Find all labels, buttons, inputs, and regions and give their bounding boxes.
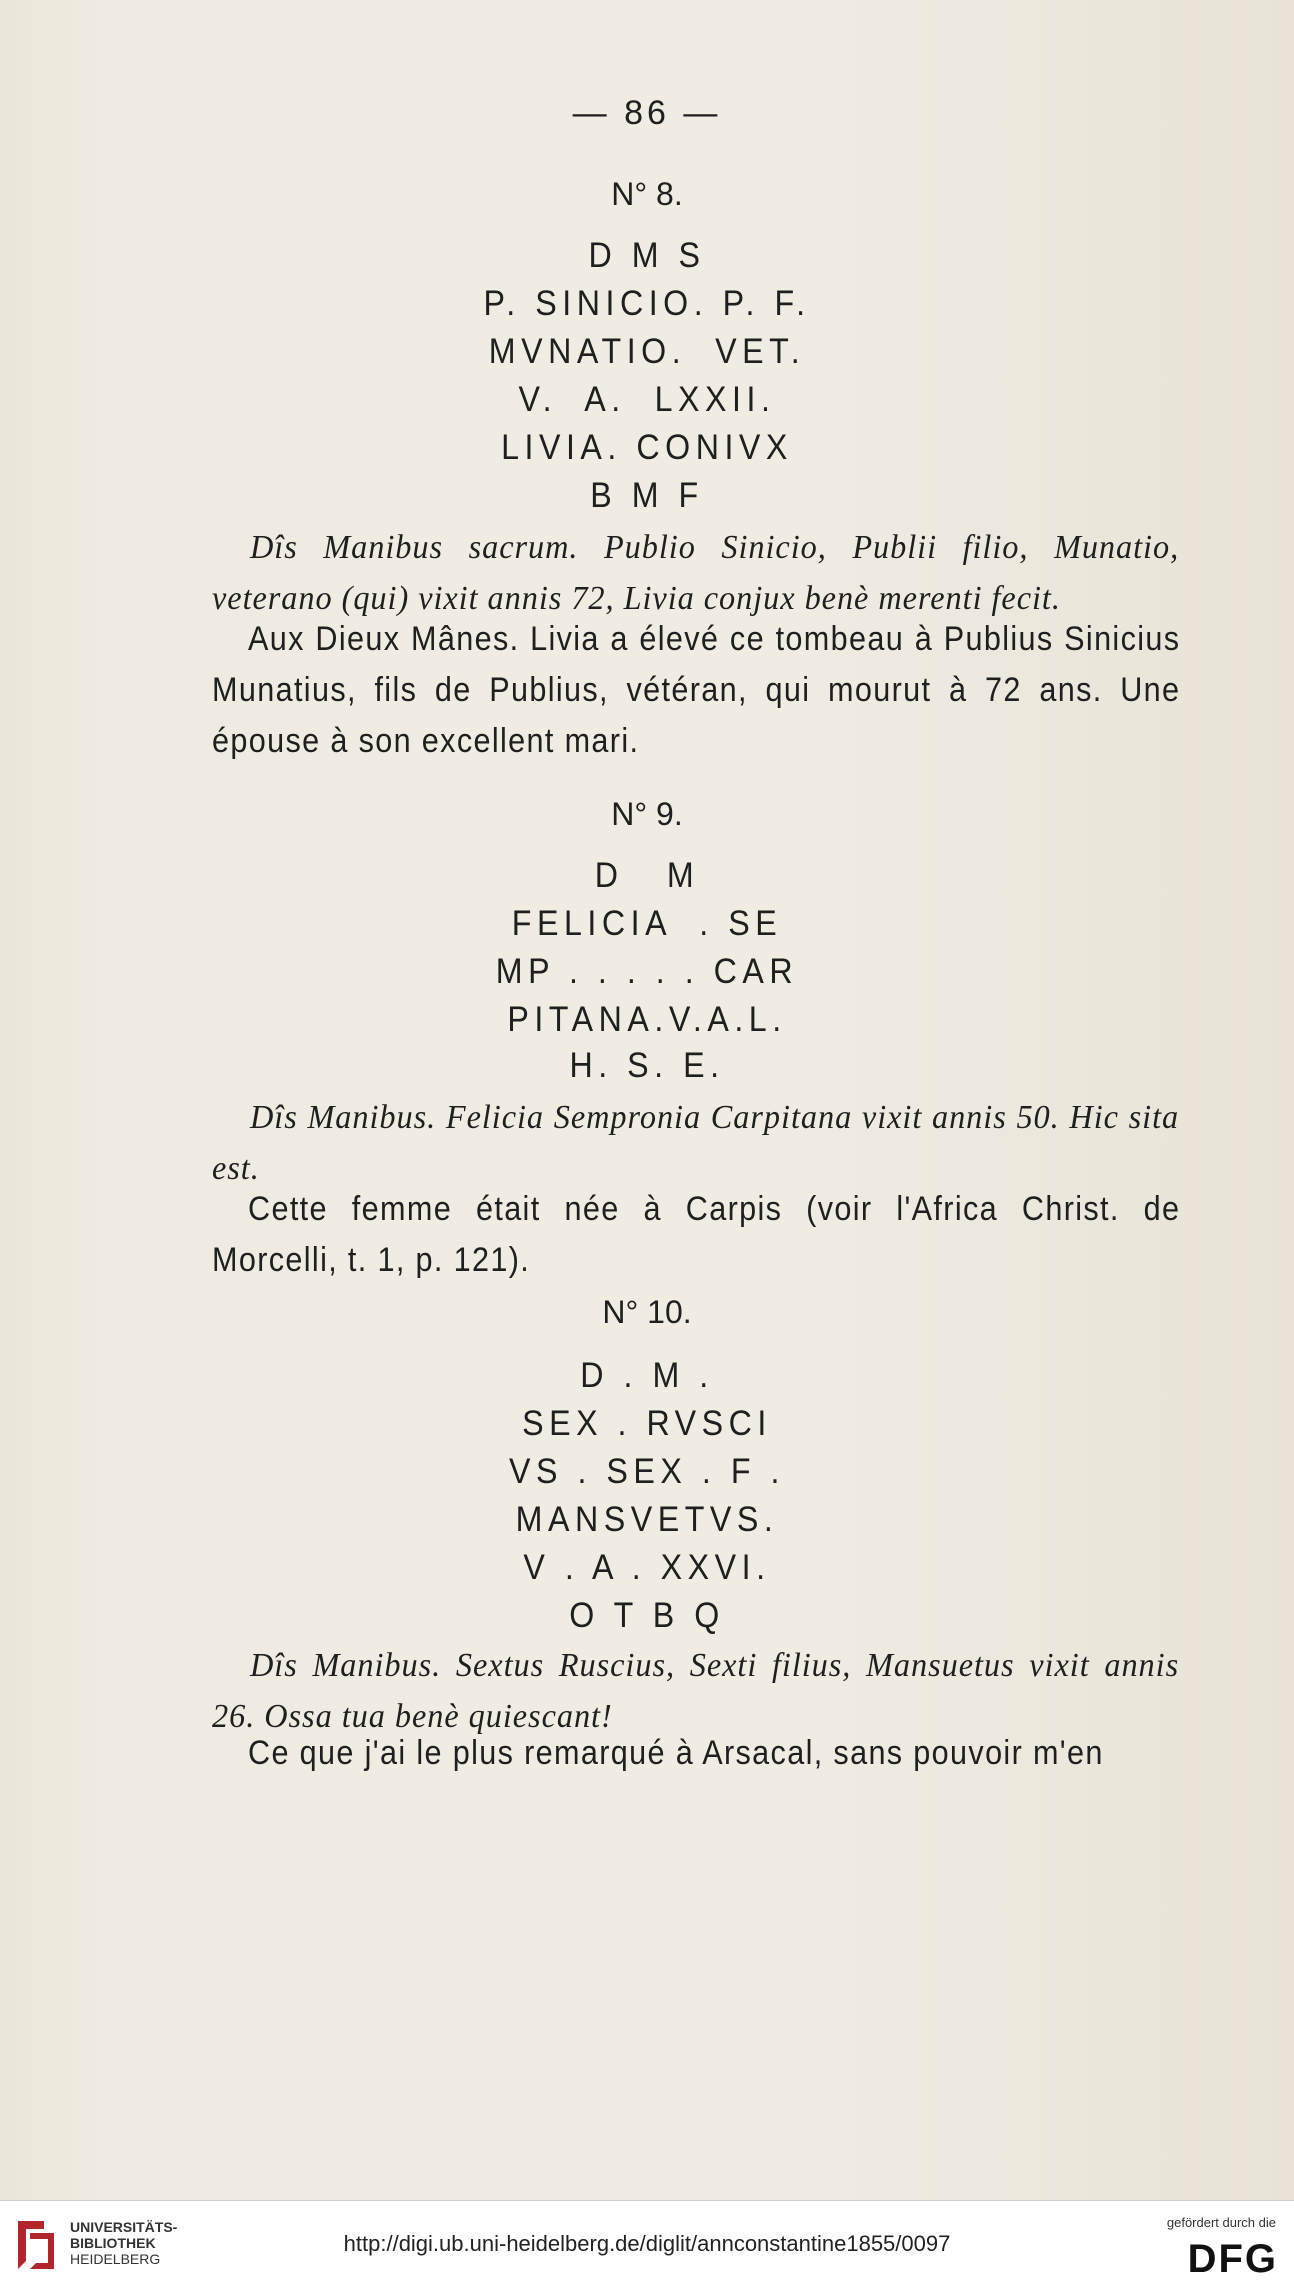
- latin-transcription: Dîs Manibus sacrum. Publio Sinicio, Publii filio, Munatio, veterano (qui) vixit annis 72, Livia conjux benè merenti fecit.: [212, 529, 1180, 617]
- inscription-line: H. S. E.: [569, 1046, 725, 1085]
- inscription-line: D M: [594, 856, 700, 895]
- inscription-line: FELICIA . SE: [511, 904, 783, 943]
- inscription-line: O T B Q: [569, 1596, 725, 1635]
- source-url[interactable]: http://digi.ub.uni-heidelberg.de/diglit/annconstantine1855/0097: [343, 2231, 951, 2256]
- inscription-line: D . M .: [580, 1356, 714, 1395]
- viewer-footer: [0, 2200, 1294, 2293]
- library-name: UNIVERSITÄTS- BIBLIOTHEK HEIDELBERG: [70, 2219, 178, 2267]
- page-number: — 86 —: [572, 94, 722, 132]
- latin-transcription: Dîs Manibus. Felicia Sempronia Carpitana vixit annis 50. Hic sita est.: [212, 1099, 1180, 1187]
- inscription-line: P. SINICIO. P. F.: [483, 284, 811, 323]
- inscription-line: VS . SEX . F .: [509, 1452, 785, 1491]
- inscription-line: MVNATIO. VET.: [488, 332, 806, 371]
- dfg-logo: DFG: [1187, 2237, 1278, 2281]
- inscription-line: MP . . . . . CAR: [495, 952, 799, 991]
- french-translation: Ce que j'ai le plus remarqué à Arsacal, sans pouvoir m'en: [248, 1734, 1104, 1772]
- latin-transcription: Dîs Manibus. Sextus Ruscius, Sexti filius, Mansuetus vixit annis 26. Ossa tua benè quiescant!: [212, 1647, 1180, 1735]
- section-heading: N° 9.: [611, 796, 683, 832]
- inscription-line: LIVIA. CONIVX: [501, 428, 793, 467]
- inscription-line: B M F: [590, 476, 704, 515]
- inscription-line: SEX . RVSCI: [522, 1404, 772, 1443]
- inscription-line: V . A . XXVI.: [523, 1548, 771, 1587]
- funding-note: gefördert durch die: [1166, 2215, 1276, 2230]
- inscription-line: PITANA.V.A.L.: [507, 1000, 787, 1039]
- french-translation: Cette femme était née à Carpis (voir l'Africa Christ. de Morcelli, t. 1, p. 121).: [212, 1190, 1181, 1279]
- section-heading: N° 8.: [611, 176, 683, 212]
- inscription-line: V. A. LXXII.: [518, 380, 776, 419]
- french-translation: Aux Dieux Mânes. Livia a élevé ce tombeau à Publius Sinicius Munatius, fils de Publius, vétéran, qui mourut à 72 ans. Une épouse à son excellent mari.: [212, 620, 1181, 760]
- inscription-line: D M S: [588, 236, 706, 275]
- inscription-line: MANSVETVS.: [515, 1500, 779, 1539]
- section-heading: N° 10.: [602, 1294, 692, 1330]
